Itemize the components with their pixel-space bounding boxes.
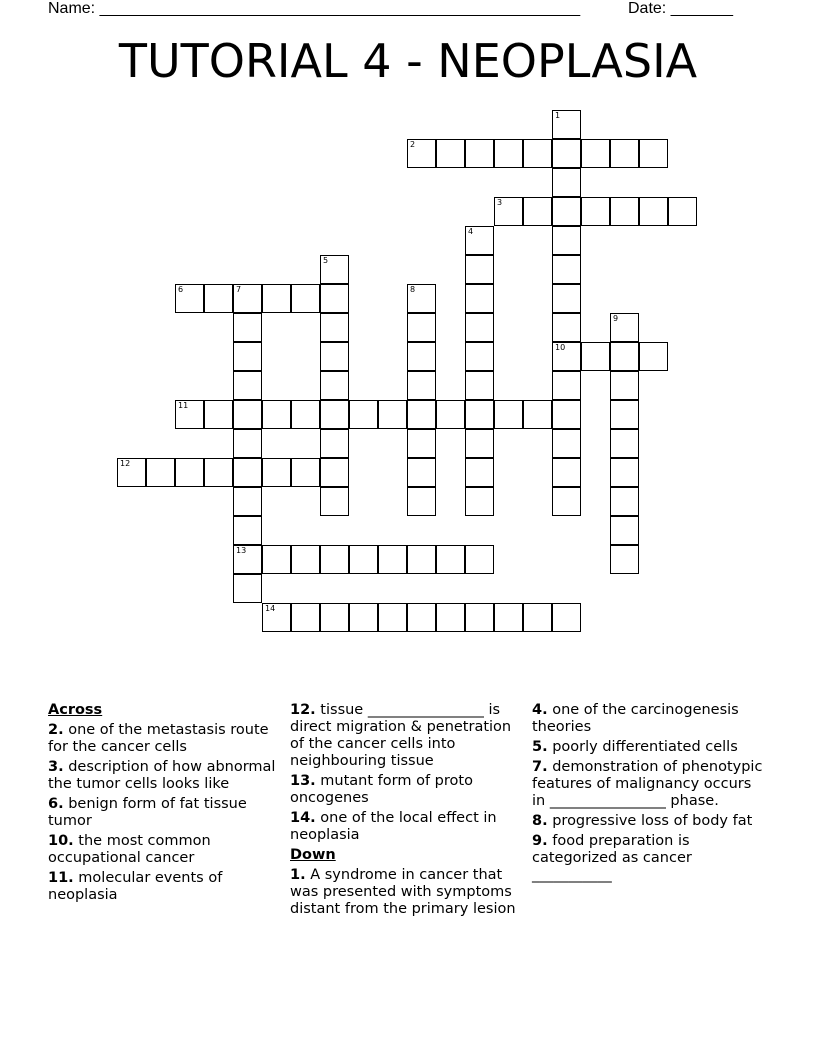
grid-cell[interactable]: [668, 197, 697, 226]
grid-cell[interactable]: [320, 487, 349, 516]
grid-cell[interactable]: [494, 603, 523, 632]
grid-cell[interactable]: [465, 255, 494, 284]
clue-number: 4: [468, 227, 474, 236]
grid-cell[interactable]: [552, 429, 581, 458]
grid-cell[interactable]: [552, 197, 581, 226]
clue-number: 6: [178, 285, 184, 294]
grid-cell[interactable]: [465, 139, 494, 168]
across-heading: Across: [48, 702, 103, 718]
grid-cell[interactable]: [233, 342, 262, 371]
grid-cell[interactable]: [581, 139, 610, 168]
grid-cell[interactable]: [552, 400, 581, 429]
grid-cell[interactable]: [320, 284, 349, 313]
grid-cell[interactable]: [233, 284, 262, 313]
grid-cell[interactable]: [465, 371, 494, 400]
grid-cell[interactable]: [523, 603, 552, 632]
grid-cell[interactable]: [378, 603, 407, 632]
grid-cell[interactable]: [552, 110, 581, 139]
grid-cell[interactable]: [320, 400, 349, 429]
grid-cell[interactable]: [146, 458, 175, 487]
grid-cell[interactable]: [552, 371, 581, 400]
grid-cell[interactable]: [552, 342, 581, 371]
grid-cell[interactable]: [436, 545, 465, 574]
grid-cell[interactable]: [465, 400, 494, 429]
clue-number: 8: [410, 285, 416, 294]
grid-cell[interactable]: [262, 545, 291, 574]
grid-cell[interactable]: [175, 400, 204, 429]
grid-cell[interactable]: [552, 458, 581, 487]
grid-cell[interactable]: [175, 284, 204, 313]
grid-cell[interactable]: [233, 516, 262, 545]
grid-cell[interactable]: [407, 603, 436, 632]
grid-cell[interactable]: [349, 400, 378, 429]
grid-cell[interactable]: [117, 458, 146, 487]
grid-cell[interactable]: [349, 545, 378, 574]
grid-cell[interactable]: [233, 487, 262, 516]
grid-cell[interactable]: [407, 342, 436, 371]
grid-cell[interactable]: [465, 226, 494, 255]
grid-cell[interactable]: [465, 458, 494, 487]
clue-across-11: 11. molecular events of neoplasia: [48, 870, 223, 903]
page-title: TUTORIAL 4 - NEOPLASIA: [118, 34, 698, 88]
grid-cell[interactable]: [320, 458, 349, 487]
grid-cell[interactable]: [523, 139, 552, 168]
clue-number: 5: [323, 256, 329, 265]
grid-cell[interactable]: [436, 139, 465, 168]
grid-cell[interactable]: [204, 458, 233, 487]
grid-cell[interactable]: [204, 284, 233, 313]
grid-cell[interactable]: [465, 487, 494, 516]
clue-across-12: 12. tissue ________________ is direct migration & penetration of the cancer cells into neighbouring tissue: [290, 702, 512, 769]
grid-cell[interactable]: [407, 400, 436, 429]
grid-cell[interactable]: [436, 603, 465, 632]
grid-cell[interactable]: [552, 284, 581, 313]
grid-cell[interactable]: [494, 139, 523, 168]
grid-cell[interactable]: [465, 603, 494, 632]
clue-number: 14: [265, 604, 276, 613]
grid-cell[interactable]: [233, 429, 262, 458]
clue-across-6: 6. benign form of fat tissue tumor: [48, 796, 247, 829]
clue-number: 9: [613, 314, 619, 323]
grid-cell[interactable]: [320, 313, 349, 342]
grid-cell[interactable]: [610, 516, 639, 545]
clue-down-1: 1. A syndrome in cancer that was presented with symptoms distant from the primary lesion: [290, 867, 516, 917]
date-field-label[interactable]: Date: _______: [628, 0, 733, 17]
grid-cell[interactable]: [465, 342, 494, 371]
clue-down-8: 8. progressive loss of body fat: [532, 813, 753, 829]
clue-number: 10: [555, 343, 566, 352]
clues-column-2: [290, 702, 522, 921]
grid-cell[interactable]: [523, 197, 552, 226]
grid-cell[interactable]: [552, 487, 581, 516]
grid-cell[interactable]: [552, 603, 581, 632]
grid-cell[interactable]: [494, 400, 523, 429]
grid-cell[interactable]: [639, 197, 668, 226]
grid-cell[interactable]: [320, 429, 349, 458]
grid-cell[interactable]: [407, 139, 436, 168]
grid-cell[interactable]: [349, 603, 378, 632]
grid-cell[interactable]: [610, 400, 639, 429]
clue-number: 3: [497, 198, 503, 207]
grid-cell[interactable]: [407, 313, 436, 342]
clue-number: 12: [120, 459, 131, 468]
name-field-label[interactable]: Name: ______________________________________________________: [48, 0, 581, 17]
grid-cell[interactable]: [465, 284, 494, 313]
clue-down-4: 4. one of the carcinogenesis theories: [532, 702, 739, 735]
grid-cell[interactable]: [465, 545, 494, 574]
grid-cell[interactable]: [233, 545, 262, 574]
grid-cell[interactable]: [610, 371, 639, 400]
grid-cell[interactable]: [639, 139, 668, 168]
grid-cell[interactable]: [465, 313, 494, 342]
grid-cell[interactable]: [523, 400, 552, 429]
clue-number: 13: [236, 546, 247, 555]
grid-cell[interactable]: [233, 574, 262, 603]
clue-number: 7: [236, 285, 242, 294]
grid-cell[interactable]: [320, 545, 349, 574]
grid-cell[interactable]: [262, 603, 291, 632]
grid-cell[interactable]: [233, 313, 262, 342]
grid-cell[interactable]: [552, 168, 581, 197]
grid-cell[interactable]: [407, 284, 436, 313]
grid-cell[interactable]: [262, 284, 291, 313]
grid-cell[interactable]: [465, 429, 494, 458]
clue-number: 1: [555, 111, 561, 120]
clues-column-3: [532, 702, 764, 887]
clue-across-10: 10. the most common occupational cancer: [48, 833, 211, 866]
grid-cell[interactable]: [320, 371, 349, 400]
grid-cell[interactable]: [494, 197, 523, 226]
grid-cell[interactable]: [291, 458, 320, 487]
grid-cell[interactable]: [407, 545, 436, 574]
clue-down-9: 9. food preparation is categorized as cancer ___________: [532, 833, 692, 883]
grid-cell[interactable]: [378, 545, 407, 574]
grid-cell[interactable]: [233, 371, 262, 400]
clue-number: 2: [410, 140, 416, 149]
clue-number: 11: [178, 401, 189, 410]
grid-cell[interactable]: [320, 342, 349, 371]
clue-down-5: 5. poorly differentiated cells: [532, 739, 738, 755]
grid-cell[interactable]: [610, 313, 639, 342]
grid-cell[interactable]: [378, 400, 407, 429]
down-heading: Down: [290, 847, 336, 863]
grid-cell[interactable]: [291, 284, 320, 313]
grid-cell[interactable]: [552, 313, 581, 342]
grid-cell[interactable]: [407, 458, 436, 487]
grid-cell[interactable]: [552, 255, 581, 284]
grid-cell[interactable]: [233, 458, 262, 487]
grid-cell[interactable]: [233, 400, 262, 429]
grid-cell[interactable]: [175, 458, 204, 487]
grid-cell[interactable]: [610, 429, 639, 458]
grid-cell[interactable]: [291, 603, 320, 632]
grid-cell[interactable]: [262, 458, 291, 487]
grid-cell[interactable]: [610, 458, 639, 487]
grid-cell[interactable]: [291, 545, 320, 574]
grid-cell[interactable]: [639, 342, 668, 371]
grid-cell[interactable]: [610, 545, 639, 574]
grid-cell[interactable]: [581, 197, 610, 226]
grid-cell[interactable]: [407, 429, 436, 458]
clue-across-13: 13. mutant form of proto oncogenes: [290, 773, 473, 806]
clue-across-2: 2. one of the metastasis route for the cancer cells: [48, 722, 269, 755]
clue-across-14: 14. one of the local effect in neoplasia: [290, 810, 497, 843]
grid-cell[interactable]: [552, 139, 581, 168]
grid-cell[interactable]: [407, 371, 436, 400]
grid-cell[interactable]: [610, 342, 639, 371]
grid-cell[interactable]: [291, 400, 320, 429]
grid-cell[interactable]: [581, 342, 610, 371]
grid-cell[interactable]: [610, 197, 639, 226]
clues-column-1: [48, 702, 280, 907]
clue-across-3: 3. description of how abnormal the tumor cells looks like: [48, 759, 276, 792]
grid-cell[interactable]: [436, 400, 465, 429]
grid-cell[interactable]: [610, 487, 639, 516]
grid-cell[interactable]: [204, 400, 233, 429]
clue-down-7: 7. demonstration of phenotypic features of malignancy occurs in ________________ phase.: [532, 759, 763, 809]
grid-cell[interactable]: [320, 603, 349, 632]
grid-cell[interactable]: [407, 487, 436, 516]
grid-cell[interactable]: [552, 226, 581, 255]
grid-cell[interactable]: [320, 255, 349, 284]
grid-cell[interactable]: [262, 400, 291, 429]
grid-cell[interactable]: [610, 139, 639, 168]
header: [48, 0, 748, 20]
